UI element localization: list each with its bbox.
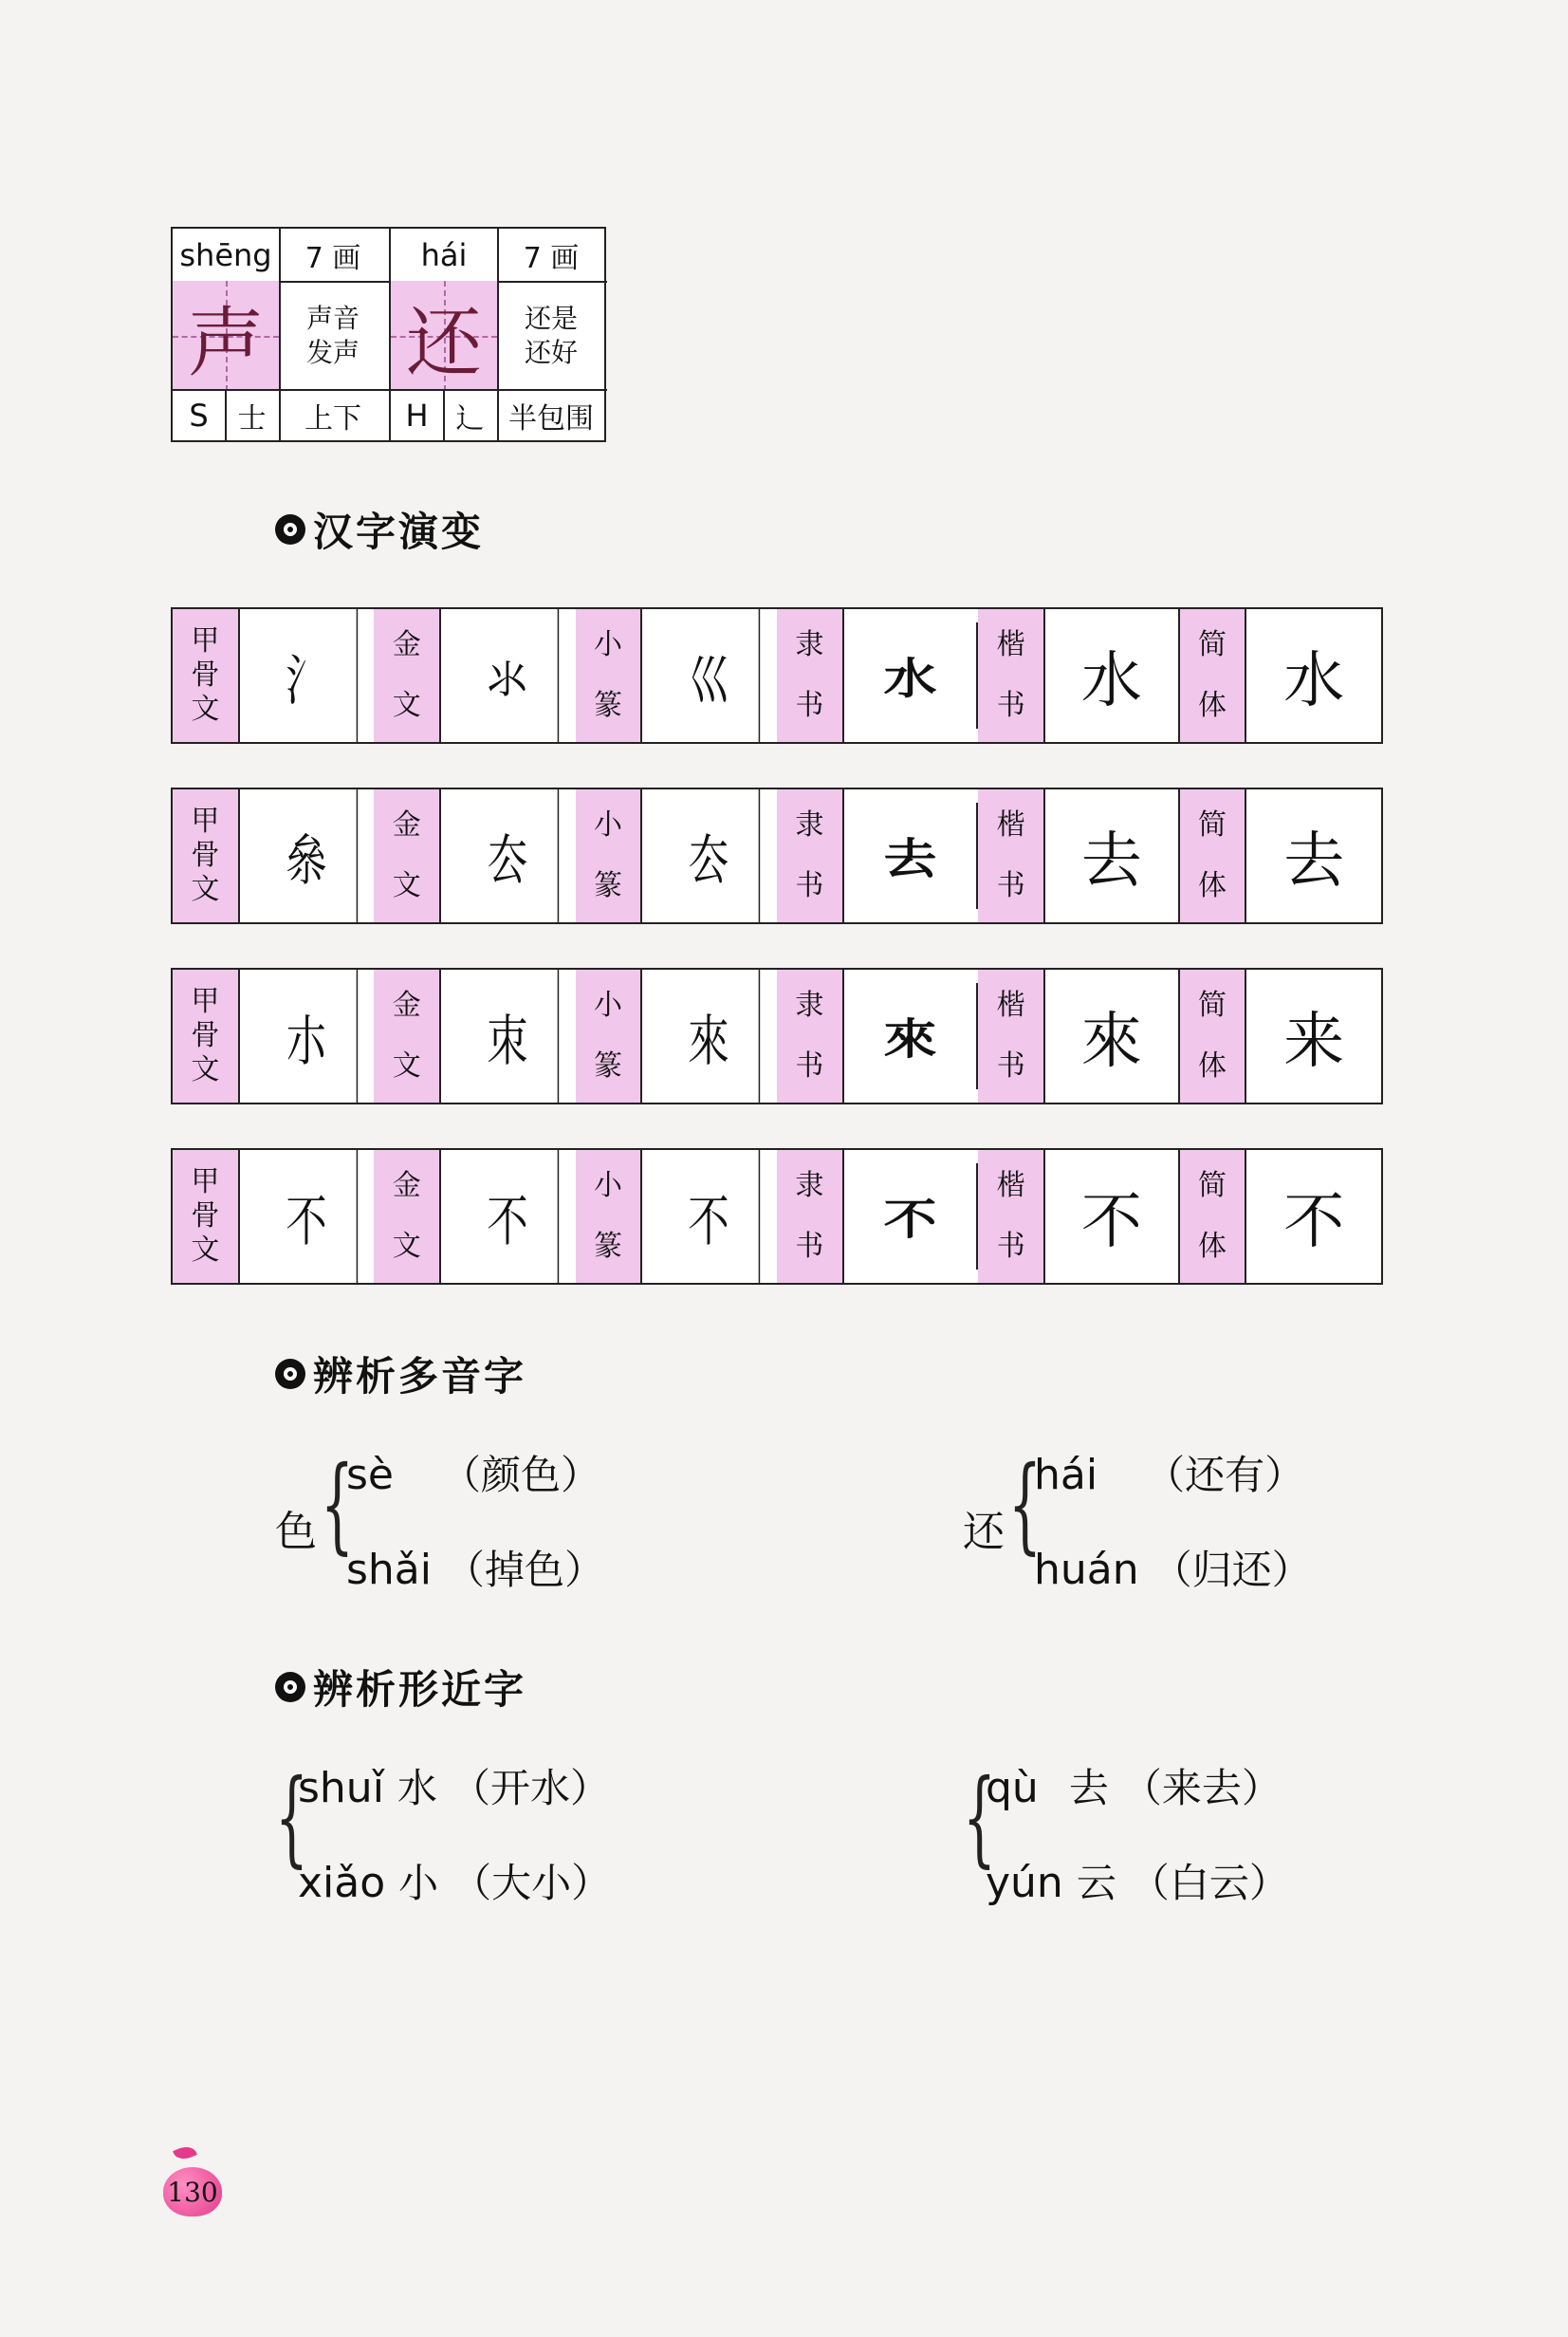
bullet-icon — [275, 1359, 305, 1389]
similar-group — [275, 1757, 673, 1919]
polyphone-reading: huán （归还） — [1034, 1546, 1312, 1594]
brace-icon: { — [1008, 1443, 1042, 1565]
card-structure: 上下 — [304, 402, 361, 436]
card-character: 声 — [173, 281, 281, 391]
glyph-kaishu: 去 — [1045, 789, 1180, 922]
script-label-jianti: 简 体 — [1180, 789, 1247, 922]
script-label-jianti: 简 体 — [1180, 970, 1247, 1103]
section-heading-evolution: 汉字演变 — [275, 501, 484, 558]
script-label-jiaguwen: 甲 骨 文 — [173, 1150, 240, 1283]
glyph-jianti: 不 — [1283, 1187, 1345, 1257]
glyph-jiaguwen: 㕘 — [256, 789, 357, 922]
script-label-lishu: 隶 书 — [777, 609, 844, 742]
script-label-jinwen: 金 文 — [374, 609, 441, 742]
similar-item: qù 去 （来去） — [986, 1764, 1282, 1812]
card-words: 还是 还好 — [524, 303, 578, 368]
glyph-lishu: 水 — [844, 622, 979, 729]
glyph-lishu: 來 — [844, 983, 979, 1089]
script-label-jinwen: 金 文 — [374, 789, 441, 922]
page-number: 130 — [163, 2167, 222, 2216]
glyph-jinwen: 朿 — [458, 970, 559, 1103]
glyph-jinwen: 厺 — [458, 789, 559, 922]
script-label-lishu: 隶 书 — [777, 789, 844, 922]
card-hai — [389, 229, 607, 440]
glyph-xiaozhuan: 巛 — [659, 609, 760, 742]
section-heading-polyphones: 辨析多音字 — [275, 1345, 526, 1402]
glyph-kaishu: 來 — [1045, 970, 1180, 1103]
glyph-jiaguwen: 不 — [256, 1150, 357, 1283]
script-label-jinwen: 金 文 — [374, 1150, 441, 1283]
glyph-jinwen: 不 — [458, 1150, 559, 1283]
similar-item: yún 云 （白云） — [986, 1859, 1289, 1907]
script-label-jianti: 简 体 — [1180, 1150, 1247, 1283]
polyphone-group — [963, 1444, 1361, 1605]
glyph-jiaguwen: 朩 — [256, 970, 357, 1103]
glyph-xiaozhuan: 不 — [659, 1150, 760, 1283]
glyph-jianti: 来 — [1283, 1007, 1345, 1077]
similar-item: shuǐ 水 （开水） — [298, 1764, 610, 1812]
polyphone-char: 还 — [963, 1508, 1005, 1556]
script-label-jiaguwen: 甲 骨 文 — [173, 970, 240, 1103]
glyph-xiaozhuan: 來 — [659, 970, 760, 1103]
script-label-xiaozhuan: 小 篆 — [576, 789, 643, 922]
glyph-jianti: 去 — [1283, 826, 1345, 897]
polyphone-reading: shǎi （掉色） — [346, 1546, 605, 1594]
card-radical: 士 — [225, 391, 281, 440]
card-initial-letter: H — [391, 391, 445, 440]
polyphone-char: 色 — [275, 1508, 317, 1556]
card-pinyin: shēng — [173, 229, 281, 281]
script-label-xiaozhuan: 小 篆 — [576, 609, 643, 742]
glyph-jianti: 水 — [1283, 646, 1345, 716]
evolution-row — [171, 968, 1383, 1104]
glyph-kaishu: 不 — [1045, 1150, 1180, 1283]
script-label-jiaguwen: 甲 骨 文 — [173, 789, 240, 922]
polyphone-group — [275, 1444, 655, 1605]
similar-item: xiǎo 小 （大小） — [298, 1859, 612, 1907]
character-card — [171, 227, 606, 442]
glyph-xiaozhuan: 厺 — [659, 789, 760, 922]
bullet-icon — [275, 1672, 305, 1702]
script-label-jianti: 简 体 — [1180, 609, 1247, 742]
section-heading-similar: 辨析形近字 — [275, 1659, 526, 1716]
glyph-kaishu: 水 — [1045, 609, 1180, 742]
similar-group — [963, 1757, 1361, 1919]
brace-icon: { — [275, 1756, 308, 1878]
card-strokes: 7 画 — [304, 241, 361, 275]
card-initial-letter: S — [173, 391, 227, 440]
script-label-kaishu: 楷 书 — [978, 1150, 1045, 1283]
bullet-icon — [275, 514, 305, 545]
script-label-kaishu: 楷 书 — [978, 970, 1045, 1103]
evolution-row — [171, 607, 1383, 744]
script-label-kaishu: 楷 书 — [978, 789, 1045, 922]
card-strokes: 7 画 — [523, 241, 580, 275]
glyph-lishu: 不 — [844, 1163, 979, 1270]
apple-leaf-icon — [173, 2142, 197, 2163]
script-label-jinwen: 金 文 — [374, 970, 441, 1103]
evolution-row — [171, 788, 1383, 924]
card-words: 声音 发声 — [305, 303, 360, 368]
polyphone-reading: hái （还有） — [1034, 1451, 1305, 1499]
script-label-xiaozhuan: 小 篆 — [576, 1150, 643, 1283]
script-label-lishu: 隶 书 — [777, 970, 844, 1103]
card-sheng — [173, 229, 389, 440]
card-radical: 辶 — [443, 391, 499, 440]
brace-icon: { — [963, 1756, 996, 1878]
polyphone-reading: sè （颜色） — [346, 1451, 601, 1499]
script-label-kaishu: 楷 书 — [978, 609, 1045, 742]
card-structure: 半包围 — [508, 402, 594, 436]
script-label-lishu: 隶 书 — [777, 1150, 844, 1283]
card-character: 还 — [391, 281, 499, 391]
glyph-lishu: 去 — [844, 803, 979, 909]
script-label-xiaozhuan: 小 篆 — [576, 970, 643, 1103]
glyph-jinwen: 氺 — [458, 609, 559, 742]
card-pinyin: hái — [391, 229, 499, 281]
script-label-jiaguwen: 甲 骨 文 — [173, 609, 240, 742]
glyph-jiaguwen: 氵 — [256, 609, 357, 742]
brace-icon: { — [321, 1443, 354, 1565]
evolution-row — [171, 1148, 1383, 1285]
